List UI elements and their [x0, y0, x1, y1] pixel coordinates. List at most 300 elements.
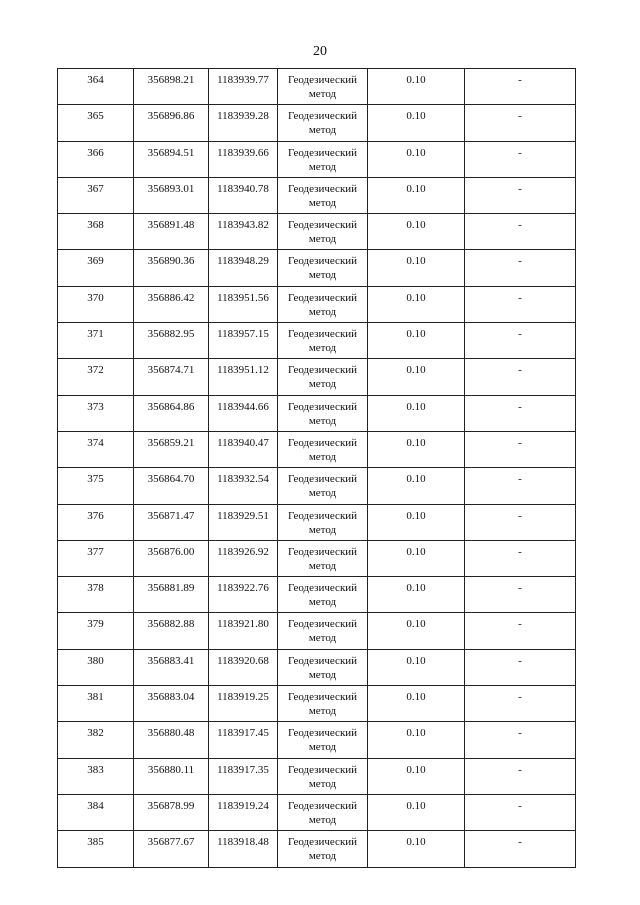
table-row	[58, 250, 576, 286]
point-number: 379	[87, 618, 104, 631]
x-coordinate: 356874.71	[147, 364, 195, 377]
accuracy-value: 0.10	[406, 582, 426, 595]
note-value-cell	[465, 722, 576, 758]
method-cell	[278, 69, 368, 105]
x-coordinate: 356893.01	[147, 182, 195, 195]
method-line-2: метод	[308, 850, 337, 863]
x-coordinate: 356871.47	[147, 509, 195, 522]
note-value-cell	[465, 105, 576, 141]
table-row	[58, 431, 576, 467]
y-coordinate: 1183932.54	[217, 473, 269, 486]
x-coordinate-cell	[134, 540, 209, 576]
point-number: 377	[87, 545, 104, 558]
y-coordinate: 1183951.12	[217, 364, 269, 377]
x-coordinate: 356886.42	[147, 291, 195, 304]
method-line-1: Геодезический	[287, 364, 358, 377]
method-line-1: Геодезический	[287, 799, 358, 812]
point-number: 364	[87, 74, 104, 86]
y-coordinate: 1183929.51	[217, 509, 269, 522]
point-number: 373	[87, 400, 104, 413]
method-line-1: Геодезический	[287, 291, 358, 304]
y-coordinate-cell	[209, 431, 278, 467]
point-number: 371	[87, 328, 104, 341]
x-coordinate-cell	[134, 613, 209, 649]
method-line-1: Геодезический	[287, 473, 358, 486]
table-row	[58, 141, 576, 177]
method-cell	[278, 686, 368, 722]
method-line-2: метод	[308, 705, 337, 718]
accuracy-value-cell	[368, 177, 465, 213]
method-line-2: метод	[308, 88, 337, 100]
note-value-cell	[465, 540, 576, 576]
x-coordinate: 356880.11	[147, 763, 195, 776]
accuracy-value-cell	[368, 468, 465, 504]
x-coordinate: 356864.86	[147, 400, 195, 413]
x-coordinate-cell	[134, 359, 209, 395]
point-number: 385	[87, 836, 104, 849]
y-coordinate-cell	[209, 649, 278, 685]
table-row	[58, 686, 576, 722]
method-line-1: Геодезический	[287, 545, 358, 558]
x-coordinate-cell	[134, 286, 209, 322]
method-line-2: метод	[308, 487, 337, 500]
y-coordinate: 1183926.92	[217, 545, 269, 558]
point-number-cell	[58, 577, 134, 613]
method-line-2: метод	[308, 196, 337, 209]
y-coordinate-cell	[209, 686, 278, 722]
accuracy-value: 0.10	[406, 691, 426, 704]
method-cell	[278, 214, 368, 250]
note-value-cell	[465, 686, 576, 722]
method-line-2: метод	[308, 124, 337, 137]
note-value: -	[518, 400, 522, 413]
y-coordinate: 1183940.47	[217, 436, 269, 449]
method-line-1: Геодезический	[287, 328, 358, 341]
accuracy-value-cell	[368, 431, 465, 467]
y-coordinate-cell	[209, 395, 278, 431]
point-number: 381	[87, 691, 104, 704]
note-value-cell	[465, 214, 576, 250]
note-value-cell	[465, 431, 576, 467]
x-coordinate-cell	[134, 105, 209, 141]
x-coordinate-cell	[134, 214, 209, 250]
y-coordinate-cell	[209, 613, 278, 649]
method-cell	[278, 577, 368, 613]
method-cell	[278, 323, 368, 359]
x-coordinate-cell	[134, 141, 209, 177]
y-coordinate: 1183940.78	[217, 182, 269, 195]
accuracy-value-cell	[368, 686, 465, 722]
x-coordinate: 356882.88	[147, 618, 195, 631]
accuracy-value: 0.10	[406, 727, 426, 740]
x-coordinate: 356894.51	[147, 146, 195, 159]
note-value: -	[518, 182, 522, 195]
point-number-cell	[58, 141, 134, 177]
accuracy-value: 0.10	[406, 436, 426, 449]
method-line-2: метод	[308, 233, 337, 246]
x-coordinate-cell	[134, 649, 209, 685]
point-number: 367	[87, 182, 104, 195]
note-value-cell	[465, 395, 576, 431]
method-line-1: Геодезический	[287, 110, 358, 123]
accuracy-value-cell	[368, 540, 465, 576]
note-value-cell	[465, 649, 576, 685]
table-row	[58, 794, 576, 830]
table-row	[58, 831, 576, 867]
point-number-cell	[58, 323, 134, 359]
y-coordinate-cell	[209, 722, 278, 758]
method-cell	[278, 468, 368, 504]
table-row	[58, 69, 576, 105]
note-value: -	[518, 110, 522, 123]
method-cell	[278, 250, 368, 286]
accuracy-value: 0.10	[406, 545, 426, 558]
x-coordinate-cell	[134, 577, 209, 613]
y-coordinate: 1183922.76	[217, 582, 269, 595]
accuracy-value: 0.10	[406, 400, 426, 413]
x-coordinate: 356864.70	[147, 473, 195, 486]
note-value: -	[518, 545, 522, 558]
x-coordinate-cell	[134, 431, 209, 467]
note-value: -	[518, 654, 522, 667]
method-line-2: метод	[308, 378, 337, 391]
table-row	[58, 359, 576, 395]
x-coordinate-cell	[134, 177, 209, 213]
method-cell	[278, 722, 368, 758]
method-line-2: метод	[308, 160, 337, 173]
method-cell	[278, 177, 368, 213]
method-line-2: метод	[308, 632, 337, 645]
method-cell	[278, 105, 368, 141]
accuracy-value: 0.10	[406, 799, 426, 812]
coordinates-table-body	[58, 69, 576, 868]
note-value: -	[518, 328, 522, 341]
table-row	[58, 323, 576, 359]
accuracy-value-cell	[368, 395, 465, 431]
method-line-1: Геодезический	[287, 146, 358, 159]
method-cell	[278, 540, 368, 576]
note-value: -	[518, 74, 522, 86]
note-value-cell	[465, 286, 576, 322]
y-coordinate-cell	[209, 69, 278, 105]
note-value-cell	[465, 359, 576, 395]
y-coordinate: 1183919.25	[217, 691, 269, 704]
point-number: 383	[87, 763, 104, 776]
method-cell	[278, 431, 368, 467]
x-coordinate: 356881.89	[147, 582, 195, 595]
method-line-1: Геодезический	[287, 255, 358, 268]
method-line-1: Геодезический	[287, 182, 358, 195]
y-coordinate-cell	[209, 577, 278, 613]
y-coordinate: 1183939.28	[217, 110, 269, 123]
accuracy-value: 0.10	[406, 291, 426, 304]
x-coordinate-cell	[134, 686, 209, 722]
note-value-cell	[465, 577, 576, 613]
point-number-cell	[58, 758, 134, 794]
coordinates-table	[57, 68, 576, 868]
method-line-2: метод	[308, 741, 337, 754]
point-number-cell	[58, 613, 134, 649]
accuracy-value-cell	[368, 141, 465, 177]
table-row	[58, 468, 576, 504]
note-value: -	[518, 836, 522, 849]
x-coordinate: 356883.04	[147, 691, 195, 704]
note-value-cell	[465, 504, 576, 540]
y-coordinate: 1183917.45	[217, 727, 269, 740]
table-row	[58, 395, 576, 431]
x-coordinate-cell	[134, 250, 209, 286]
point-number: 382	[87, 727, 104, 740]
method-line-1: Геодезический	[287, 436, 358, 449]
note-value: -	[518, 255, 522, 268]
table-row	[58, 613, 576, 649]
point-number: 369	[87, 255, 104, 268]
note-value: -	[518, 473, 522, 486]
x-coordinate-cell	[134, 722, 209, 758]
method-cell	[278, 504, 368, 540]
accuracy-value-cell	[368, 577, 465, 613]
method-cell	[278, 758, 368, 794]
note-value-cell	[465, 794, 576, 830]
accuracy-value: 0.10	[406, 255, 426, 268]
method-line-2: метод	[308, 668, 337, 681]
note-value: -	[518, 727, 522, 740]
x-coordinate: 356877.67	[147, 836, 195, 849]
note-value-cell	[465, 758, 576, 794]
x-coordinate: 356878.99	[147, 799, 195, 812]
method-line-2: метод	[308, 305, 337, 318]
y-coordinate-cell	[209, 758, 278, 794]
note-value-cell	[465, 468, 576, 504]
point-number: 374	[87, 436, 104, 449]
note-value: -	[518, 763, 522, 776]
accuracy-value: 0.10	[406, 763, 426, 776]
y-coordinate-cell	[209, 141, 278, 177]
accuracy-value-cell	[368, 504, 465, 540]
x-coordinate-cell	[134, 831, 209, 867]
y-coordinate: 1183939.66	[217, 146, 269, 159]
method-line-1: Геодезический	[287, 74, 358, 86]
point-number: 366	[87, 146, 104, 159]
point-number-cell	[58, 468, 134, 504]
point-number: 370	[87, 291, 104, 304]
point-number-cell	[58, 250, 134, 286]
table-row	[58, 504, 576, 540]
point-number: 368	[87, 219, 104, 232]
note-value: -	[518, 618, 522, 631]
x-coordinate-cell	[134, 395, 209, 431]
accuracy-value-cell	[368, 105, 465, 141]
accuracy-value-cell	[368, 794, 465, 830]
note-value: -	[518, 146, 522, 159]
page-number: 20	[313, 44, 327, 59]
method-line-1: Геодезический	[287, 691, 358, 704]
point-number-cell	[58, 540, 134, 576]
accuracy-value: 0.10	[406, 110, 426, 123]
accuracy-value: 0.10	[406, 473, 426, 486]
point-number: 376	[87, 509, 104, 522]
x-coordinate: 356896.86	[147, 110, 195, 123]
method-cell	[278, 359, 368, 395]
accuracy-value-cell	[368, 722, 465, 758]
table-row	[58, 722, 576, 758]
x-coordinate-cell	[134, 69, 209, 105]
accuracy-value-cell	[368, 359, 465, 395]
accuracy-value: 0.10	[406, 509, 426, 522]
point-number: 365	[87, 110, 104, 123]
point-number-cell	[58, 214, 134, 250]
method-line-2: метод	[308, 559, 337, 572]
table-row	[58, 286, 576, 322]
x-coordinate: 356898.21	[147, 74, 195, 86]
point-number-cell	[58, 286, 134, 322]
x-coordinate: 356883.41	[147, 654, 195, 667]
y-coordinate: 1183920.68	[217, 654, 269, 667]
note-value-cell	[465, 141, 576, 177]
point-number-cell	[58, 431, 134, 467]
accuracy-value: 0.10	[406, 654, 426, 667]
accuracy-value-cell	[368, 758, 465, 794]
method-line-1: Геодезический	[287, 836, 358, 849]
note-value-cell	[465, 250, 576, 286]
accuracy-value: 0.10	[406, 364, 426, 377]
method-cell	[278, 649, 368, 685]
y-coordinate-cell	[209, 468, 278, 504]
accuracy-value: 0.10	[406, 219, 426, 232]
point-number-cell	[58, 504, 134, 540]
y-coordinate: 1183957.15	[217, 328, 269, 341]
note-value-cell	[465, 323, 576, 359]
point-number-cell	[58, 69, 134, 105]
note-value-cell	[465, 69, 576, 105]
y-coordinate-cell	[209, 323, 278, 359]
x-coordinate-cell	[134, 468, 209, 504]
x-coordinate-cell	[134, 504, 209, 540]
accuracy-value-cell	[368, 214, 465, 250]
method-line-1: Геодезический	[287, 509, 358, 522]
method-line-2: метод	[308, 813, 337, 826]
accuracy-value: 0.10	[406, 618, 426, 631]
method-line-1: Геодезический	[287, 400, 358, 413]
y-coordinate-cell	[209, 831, 278, 867]
table-row	[58, 758, 576, 794]
accuracy-value-cell	[368, 323, 465, 359]
point-number-cell	[58, 722, 134, 758]
point-number-cell	[58, 359, 134, 395]
method-line-2: метод	[308, 342, 337, 355]
method-line-1: Геодезический	[287, 727, 358, 740]
note-value-cell	[465, 613, 576, 649]
y-coordinate: 1183918.48	[217, 836, 269, 849]
point-number: 380	[87, 654, 104, 667]
method-line-1: Геодезический	[287, 618, 358, 631]
point-number: 375	[87, 473, 104, 486]
point-number-cell	[58, 794, 134, 830]
note-value: -	[518, 691, 522, 704]
note-value: -	[518, 219, 522, 232]
x-coordinate-cell	[134, 323, 209, 359]
method-line-1: Геодезический	[287, 219, 358, 232]
method-line-2: метод	[308, 777, 337, 790]
note-value: -	[518, 509, 522, 522]
accuracy-value-cell	[368, 69, 465, 105]
note-value-cell	[465, 831, 576, 867]
y-coordinate: 1183944.66	[217, 400, 269, 413]
point-number: 372	[87, 364, 104, 377]
y-coordinate-cell	[209, 540, 278, 576]
method-line-2: метод	[308, 596, 337, 609]
method-cell	[278, 141, 368, 177]
note-value: -	[518, 582, 522, 595]
method-line-2: метод	[308, 414, 337, 427]
y-coordinate: 1183921.80	[217, 618, 269, 631]
x-coordinate: 356859.21	[147, 436, 195, 449]
y-coordinate-cell	[209, 177, 278, 213]
y-coordinate-cell	[209, 105, 278, 141]
note-value-cell	[465, 177, 576, 213]
accuracy-value-cell	[368, 831, 465, 867]
point-number-cell	[58, 105, 134, 141]
point-number-cell	[58, 649, 134, 685]
method-line-2: метод	[308, 269, 337, 282]
table-row	[58, 105, 576, 141]
point-number-cell	[58, 831, 134, 867]
accuracy-value: 0.10	[406, 182, 426, 195]
table-row	[58, 649, 576, 685]
x-coordinate: 356891.48	[147, 219, 195, 232]
method-cell	[278, 286, 368, 322]
y-coordinate: 1183948.29	[217, 255, 269, 268]
table-row	[58, 214, 576, 250]
method-cell	[278, 395, 368, 431]
note-value: -	[518, 291, 522, 304]
point-number: 378	[87, 582, 104, 595]
y-coordinate: 1183951.56	[217, 291, 269, 304]
method-line-2: метод	[308, 523, 337, 536]
y-coordinate-cell	[209, 359, 278, 395]
note-value: -	[518, 799, 522, 812]
x-coordinate: 356876.00	[147, 545, 195, 558]
y-coordinate: 1183917.35	[217, 763, 269, 776]
method-cell	[278, 613, 368, 649]
table-row	[58, 540, 576, 576]
y-coordinate: 1183939.77	[217, 74, 269, 86]
point-number-cell	[58, 177, 134, 213]
y-coordinate-cell	[209, 504, 278, 540]
point-number-cell	[58, 686, 134, 722]
y-coordinate-cell	[209, 794, 278, 830]
accuracy-value-cell	[368, 613, 465, 649]
point-number-cell	[58, 395, 134, 431]
y-coordinate-cell	[209, 286, 278, 322]
x-coordinate: 356890.36	[147, 255, 195, 268]
y-coordinate-cell	[209, 250, 278, 286]
method-cell	[278, 794, 368, 830]
table-row	[58, 177, 576, 213]
accuracy-value: 0.10	[406, 146, 426, 159]
method-line-1: Геодезический	[287, 582, 358, 595]
method-cell	[278, 831, 368, 867]
point-number: 384	[87, 799, 104, 812]
x-coordinate-cell	[134, 758, 209, 794]
accuracy-value-cell	[368, 286, 465, 322]
accuracy-value-cell	[368, 250, 465, 286]
method-line-1: Геодезический	[287, 654, 358, 667]
y-coordinate: 1183943.82	[217, 219, 269, 232]
x-coordinate: 356882.95	[147, 328, 195, 341]
x-coordinate: 356880.48	[147, 727, 195, 740]
accuracy-value: 0.10	[406, 328, 426, 341]
